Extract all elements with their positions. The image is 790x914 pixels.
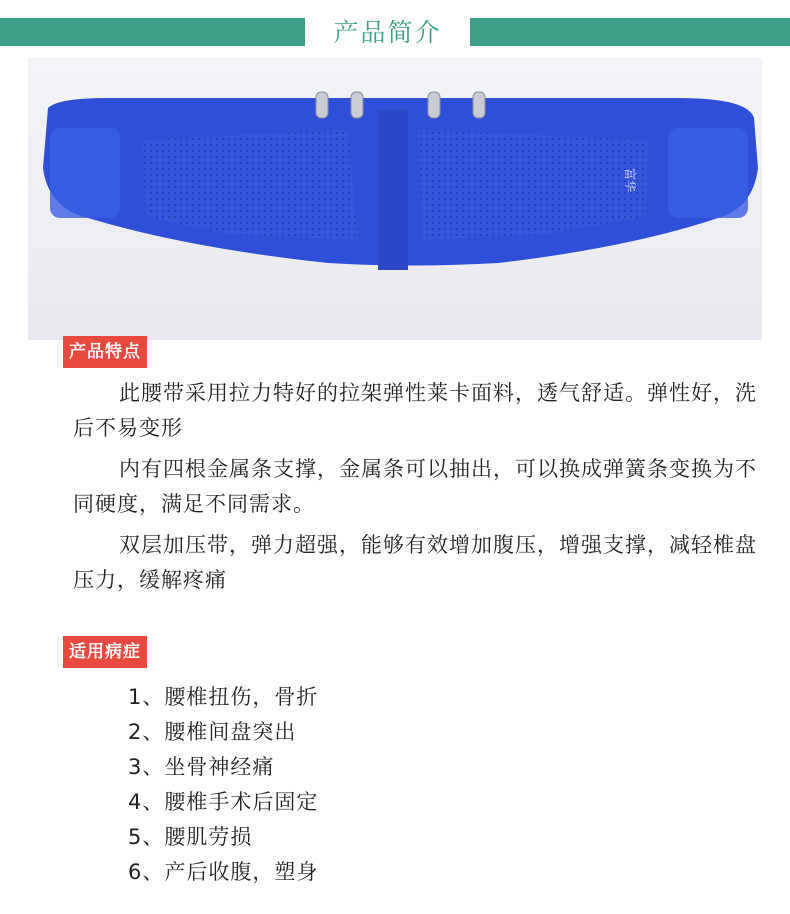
feature-paragraph-3: 双层加压带，弹力超强，能够有效增加腹压，增强支撑，减轻椎盘压力，缓解疼痛 [73,533,757,592]
brand-mark: 富华 [623,168,637,193]
section-title-bar [0,18,790,48]
lumbar-belt-illustration [28,58,762,340]
right-velcro-end [668,128,748,218]
title-bar-right [470,18,790,46]
indications-list [128,680,318,890]
feature-paragraph-2: 内有四根金属条支撑，金属条可以抽出，可以换成弹簧条变换为不同硬度，满足不同需求。 [73,457,757,516]
list-item: 6、产后收腹，塑身 [128,860,319,884]
belt-center-seam [378,110,408,270]
features-tag: 产品特点 [63,336,147,368]
left-velcro-end [50,128,120,218]
list-item: 1、腰椎扭伤，骨折 [128,685,319,709]
product-photo [28,58,762,340]
list-item: 4、腰椎手术后固定 [128,790,319,814]
list-item: 3、坐骨神经痛 [128,755,275,779]
feature-paragraph-1: 此腰带采用拉力特好的拉架弹性莱卡面料，透气舒适。弹性好，洗后不易变形 [73,381,757,440]
list-item: 5、腰肌劳损 [128,825,253,849]
indications-tag: 适用病症 [63,636,147,668]
title-bar-left [0,18,305,46]
section-title: 产品简介 [333,18,442,47]
list-item: 2、腰椎间盘突出 [128,720,297,744]
